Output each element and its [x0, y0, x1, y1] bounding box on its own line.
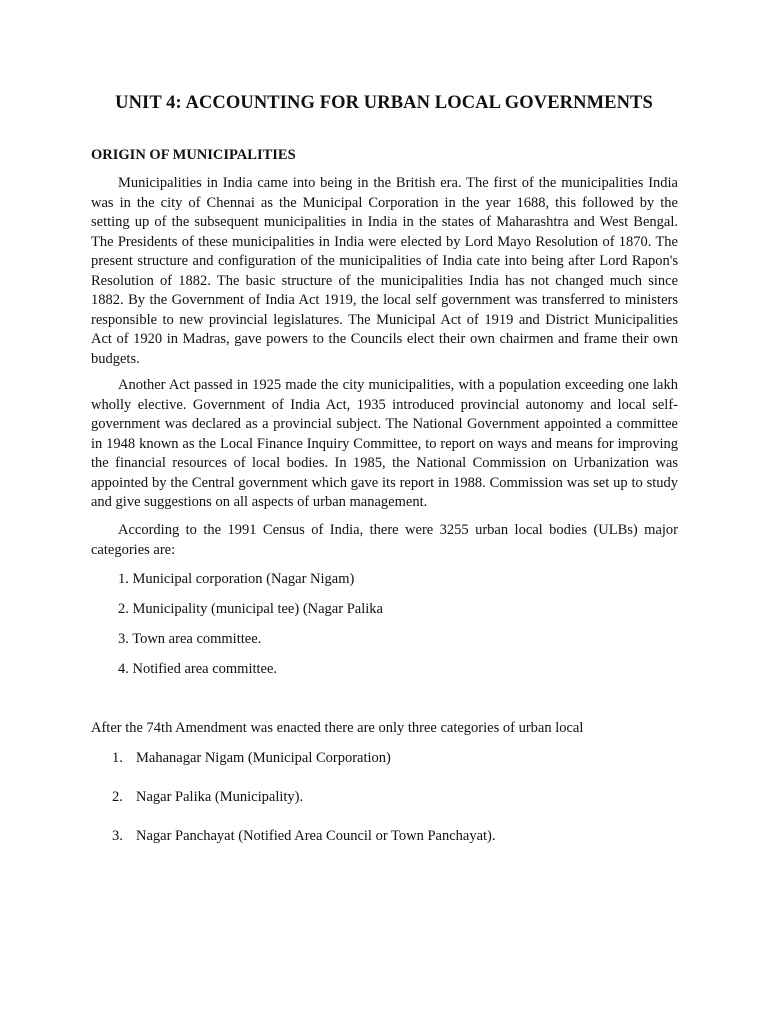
- paragraph-census: According to the 1991 Census of India, there were 3255 urban local bodies (ULBs) major categories are:: [91, 522, 678, 558]
- paragraph-origin: Municipalities in India came into being in the British era. The first of the municipalities India was in the city of Chennai as the Municipal Corporation in the year 1688, this followed by the setting up of the subsequent municipalities in India in the states of Maharashtra and West Bengal. The Presidents of these municipalities in India were elected by Lord Mayo Resolution of 1870. The present structure and configuration of the municipalities of India cate into being after Lord Rapon's Resolution of 1882. The basic structure of the municipalities India has not changed much since 1882. By the Government of India Act 1919, the local self government was transferred to ministers responsible to new provincial legislatures. The Municipal Act of 1919 and District Municipalities Act of 1920 in Madras, gave powers to the Councils elect their own chairmen and frame their own budgets.: [91, 175, 678, 367]
- list-item-number: 1.: [112, 750, 123, 766]
- list-item: [112, 827, 496, 847]
- paragraph-acts: Another Act passed in 1925 made the city municipalities, with a population exceeding one lakh wholly elective. Government of India Act, 1935 introduced provincial autonomy and local self-government was declared as a provincial subject. The National Government appointed a committee in 1948 known as the Local Finance Inquiry Committee, to report on ways and means for improving the financial resources of local bodies. In 1985, the National Commission on Urbanization was appointed by the Central government which gave its report in 1988. Commission was set up to study and give suggestions on all aspects of urban management.: [91, 377, 678, 510]
- list-item: 2. Municipality (municipal tee) (Nagar Palika: [118, 601, 383, 617]
- list-item-text: Nagar Panchayat (Notified Area Council or Town Panchayat).: [136, 828, 496, 844]
- list-item-number: 2.: [112, 789, 123, 805]
- list-item-text: Mahanagar Nigam (Municipal Corporation): [136, 750, 391, 766]
- list-item-number: 3.: [112, 828, 123, 844]
- list-item: 3. Town area committee.: [118, 631, 262, 647]
- list-item: [112, 749, 391, 769]
- list-item-text: Nagar Palika (Municipality).: [136, 789, 304, 805]
- section-heading: ORIGIN OF MUNICIPALITIES: [91, 147, 296, 163]
- amendment-intro: After the 74th Amendment was enacted there are only three categories of urban local: [91, 720, 584, 736]
- list-item: 1. Municipal corporation (Nagar Nigam): [118, 571, 355, 587]
- list-item: 4. Notified area committee.: [118, 661, 278, 677]
- list-item: [112, 788, 303, 808]
- document-title: UNIT 4: ACCOUNTING FOR URBAN LOCAL GOVERNMENTS: [115, 93, 653, 113]
